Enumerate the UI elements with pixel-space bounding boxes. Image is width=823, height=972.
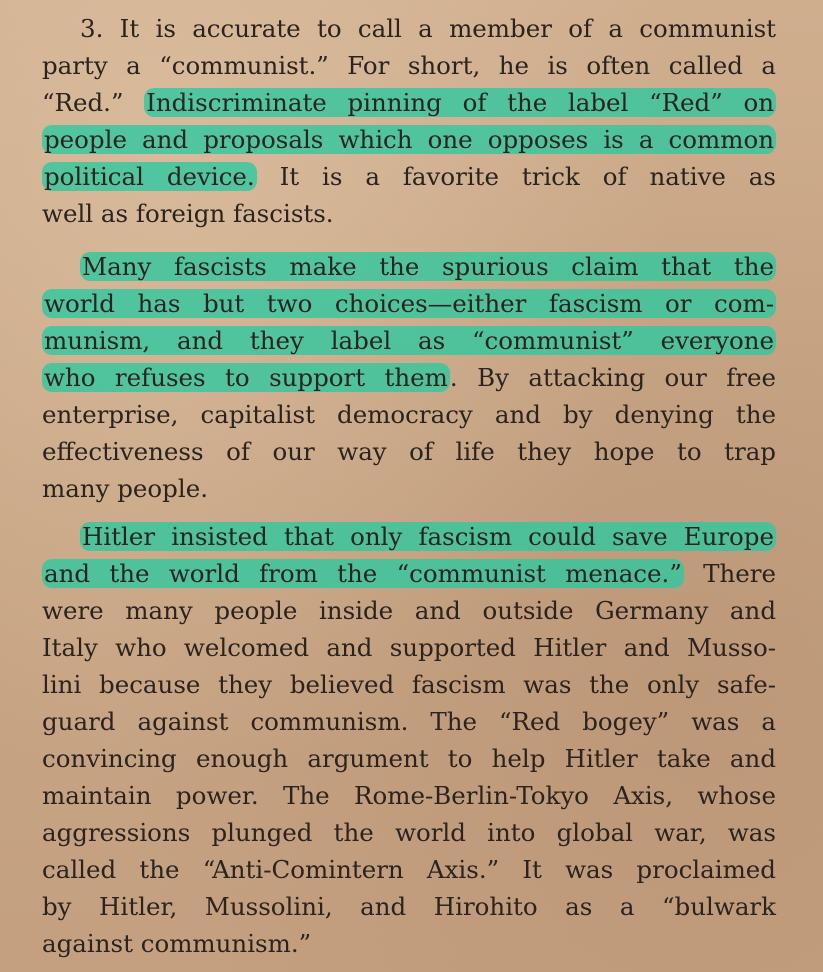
highlighted-text: Many fascists make the spurious claim that the [82, 252, 774, 281]
text-segment: were many people inside and outside Germany and [42, 596, 776, 625]
highlighted-text: munism, and they label as “communist” everyone [44, 326, 774, 355]
text-segment: party a “communist.” For short, he is often called a [42, 51, 776, 80]
paragraph-1 [42, 10, 776, 232]
text-segment: aggressions plunged the world into global war, was [42, 818, 776, 847]
paragraph-2 [42, 248, 776, 507]
text-line [42, 666, 776, 703]
text-line [42, 814, 776, 851]
highlighted-text: and the world from the “communist menace.” [44, 559, 682, 588]
text-line [42, 629, 776, 666]
text-line [42, 555, 776, 592]
text-line [42, 84, 776, 121]
text-line [42, 248, 776, 285]
text-line [42, 121, 776, 158]
highlighted-text: who refuses to support them [44, 363, 448, 392]
text-line [42, 396, 776, 433]
text-line [42, 47, 776, 84]
text-line [42, 285, 776, 322]
text-segment: convincing enough argument to help Hitler take and [42, 744, 776, 773]
text-line [42, 925, 776, 962]
text-segment: effectiveness of our way of life they hope to trap [42, 437, 776, 466]
text-segment: . By attacking our free [449, 363, 776, 392]
text-segment: Italy who welcomed and supported Hitler and Musso- [42, 633, 776, 662]
highlighted-text: Indiscriminate pinning of the label “Red” on [146, 88, 774, 117]
text-line [42, 359, 776, 396]
text-line [42, 888, 776, 925]
highlighted-text: political device. [44, 162, 255, 191]
highlighted-text: people and proposals which one opposes is a common [44, 125, 774, 154]
text-segment: by Hitler, Mussolini, and Hirohito as a “bulwark [42, 892, 776, 921]
text-segment: enterprise, capitalist democracy and by denying the [42, 400, 776, 429]
text-line [42, 518, 776, 555]
text-segment: 3. It is accurate to call a member of a communist [80, 14, 776, 43]
text-line [42, 195, 776, 232]
text-segment: called the “Anti-Comintern Axis.” It was proclaimed [42, 855, 776, 884]
text-line [42, 158, 776, 195]
text-segment: against communism.” [42, 929, 312, 958]
text-line [42, 322, 776, 359]
text-line [42, 433, 776, 470]
text-segment: It is a favorite trick of native as [256, 162, 776, 191]
text-line [42, 10, 776, 47]
text-line [42, 777, 776, 814]
text-line [42, 851, 776, 888]
text-line [42, 740, 776, 777]
highlighted-text: world has but two choices—either fascism or com- [44, 289, 774, 318]
text-segment: many people. [42, 474, 208, 503]
text-segment: “Red.” [42, 88, 145, 117]
highlighted-text: Hitler insisted that only fascism could save Europe [82, 522, 774, 551]
text-line [42, 703, 776, 740]
text-segment: well as foreign fascists. [42, 199, 334, 228]
text-segment: guard against communism. The “Red bogey” was a [42, 707, 776, 736]
paragraph-3 [42, 518, 776, 962]
text-line [42, 470, 776, 507]
text-segment: There [683, 559, 776, 588]
text-line [42, 592, 776, 629]
text-segment: lini because they believed fascism was the only safe- [42, 670, 776, 699]
text-segment: maintain power. The Rome-Berlin-Tokyo Axis, whose [42, 781, 776, 810]
